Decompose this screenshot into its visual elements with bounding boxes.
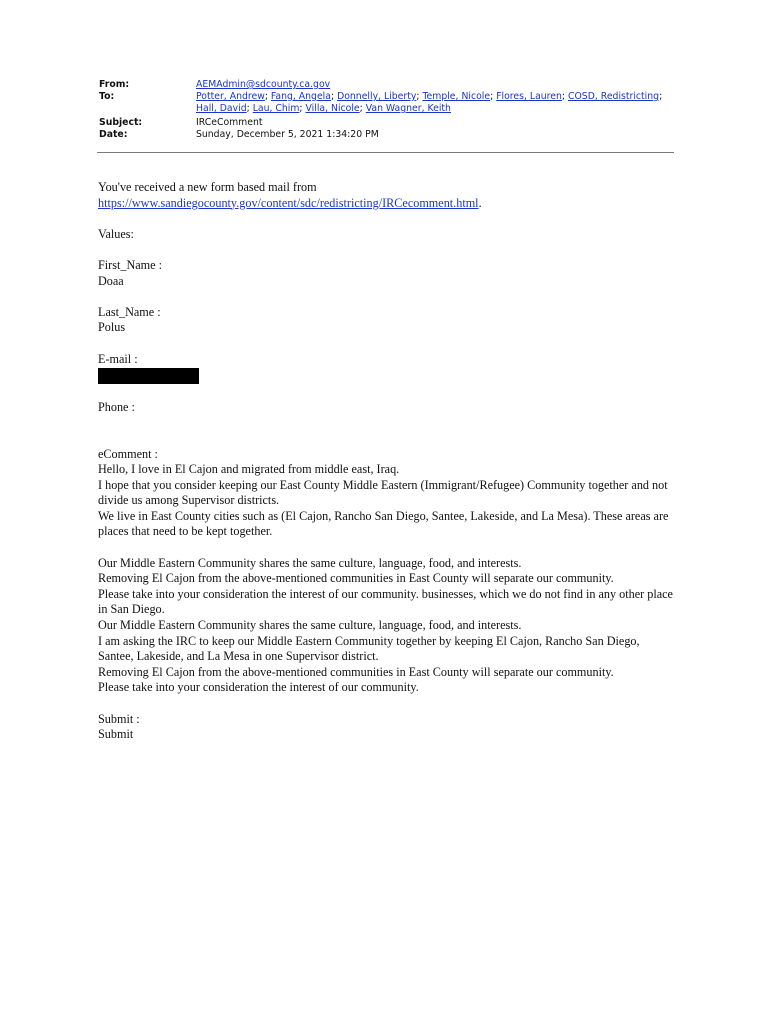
recipient-separator: ; xyxy=(659,91,663,102)
redacted-email-box xyxy=(98,368,199,384)
subject-label: Subject: xyxy=(99,117,143,128)
to-label: To: xyxy=(99,91,115,102)
recipient-link[interactable]: Villa, Nicole xyxy=(305,103,360,114)
recipient-link[interactable]: Hall, David xyxy=(196,103,247,114)
recipient-link[interactable]: Lau, Chim xyxy=(252,103,300,114)
comment-line: I hope that you consider keeping our East County Middle Eastern (Immigrant/Refugee) Community together and not divide us among Supervisor districts. xyxy=(98,477,668,508)
from-label: From: xyxy=(99,79,130,90)
email-body xyxy=(98,180,678,743)
comment-line: We live in East County cities such as (El Cajon, Rancho San Diego, Santee, Lakeside, and La Mesa). These areas are places that need to be kept together. xyxy=(98,508,669,539)
recipient-separator: ; xyxy=(359,103,366,114)
recipient-link[interactable]: Donnelly, Liberty xyxy=(337,91,417,102)
recipient-separator: ; xyxy=(561,91,568,102)
recipient-link[interactable]: COSD, Redistricting xyxy=(568,91,660,102)
comment-line: Removing El Cajon from the above-mentioned communities in East County will separate our community. xyxy=(98,571,614,586)
from-row xyxy=(99,79,674,91)
date-row xyxy=(99,129,674,141)
recipient-separator: ; xyxy=(246,103,253,114)
comment-line: Please take into your consideration the interest of our community. xyxy=(98,680,419,695)
subject-value: IRCeComment xyxy=(196,117,263,128)
recipient-link[interactable]: Temple, Nicole xyxy=(422,91,491,102)
phone-label: Phone : xyxy=(98,399,135,414)
recipient-separator: ; xyxy=(416,91,423,102)
comment-line: I am asking the IRC to keep our Middle Eastern Community together by keeping El Cajon, Rancho San Diego, Santee, Lakeside, and La Mesa in one Supervisor district. xyxy=(98,633,640,664)
url-suffix: . xyxy=(478,195,482,210)
submit-label: Submit : xyxy=(98,711,140,726)
recipient-link[interactable]: Fang, Angela xyxy=(270,91,331,102)
to-recipients xyxy=(196,91,674,115)
first-name-label: First_Name : xyxy=(98,257,162,272)
email-label: E-mail : xyxy=(98,351,138,366)
last-name-value: Polus xyxy=(98,320,126,335)
recipient-separator: ; xyxy=(299,103,306,114)
recipient-separator: ; xyxy=(490,91,497,102)
to-row xyxy=(99,91,674,115)
last-name-label: Last_Name : xyxy=(98,304,161,319)
comment-line: Hello, I love in El Cajon and migrated from middle east, Iraq. xyxy=(98,462,400,477)
comment-line: Our Middle Eastern Community shares the same culture, language, food, and interests. xyxy=(98,555,522,570)
comment-line: Our Middle Eastern Community shares the same culture, language, food, and interests. xyxy=(98,618,522,633)
recipient-link[interactable]: Van Wagner, Keith xyxy=(365,103,451,114)
date-value: Sunday, December 5, 2021 1:34:20 PM xyxy=(196,129,379,140)
recipient-separator: ; xyxy=(330,91,338,102)
values-label: Values: xyxy=(98,226,134,241)
comment-line: Removing El Cajon from the above-mentioned communities in East County will separate our community. xyxy=(98,664,614,679)
header-divider xyxy=(97,152,674,153)
ecomment-label: eComment : xyxy=(98,446,158,461)
email-header xyxy=(99,79,674,141)
recipient-link[interactable]: Flores, Lauren xyxy=(496,91,562,102)
recipient-link[interactable]: Potter, Andrew xyxy=(196,91,265,102)
subject-row xyxy=(99,117,674,129)
intro-text: You've received a new form based mail from xyxy=(98,180,317,194)
comment-line: Please take into your consideration the interest of our community. businesses, which we do not find in any other place in San Diego. xyxy=(98,586,673,617)
intro-url-line xyxy=(98,196,678,212)
submit-value: Submit xyxy=(98,727,134,742)
first-name-value: Doaa xyxy=(98,273,124,288)
date-label: Date: xyxy=(99,129,128,140)
form-url-link[interactable]: https://www.sandiegocounty.gov/content/sdc/redistricting/IRCecomment.html xyxy=(98,195,479,210)
from-address-link[interactable]: AEMAdmin@sdcounty.ca.gov xyxy=(196,79,331,90)
recipient-separator: ; xyxy=(264,91,271,102)
